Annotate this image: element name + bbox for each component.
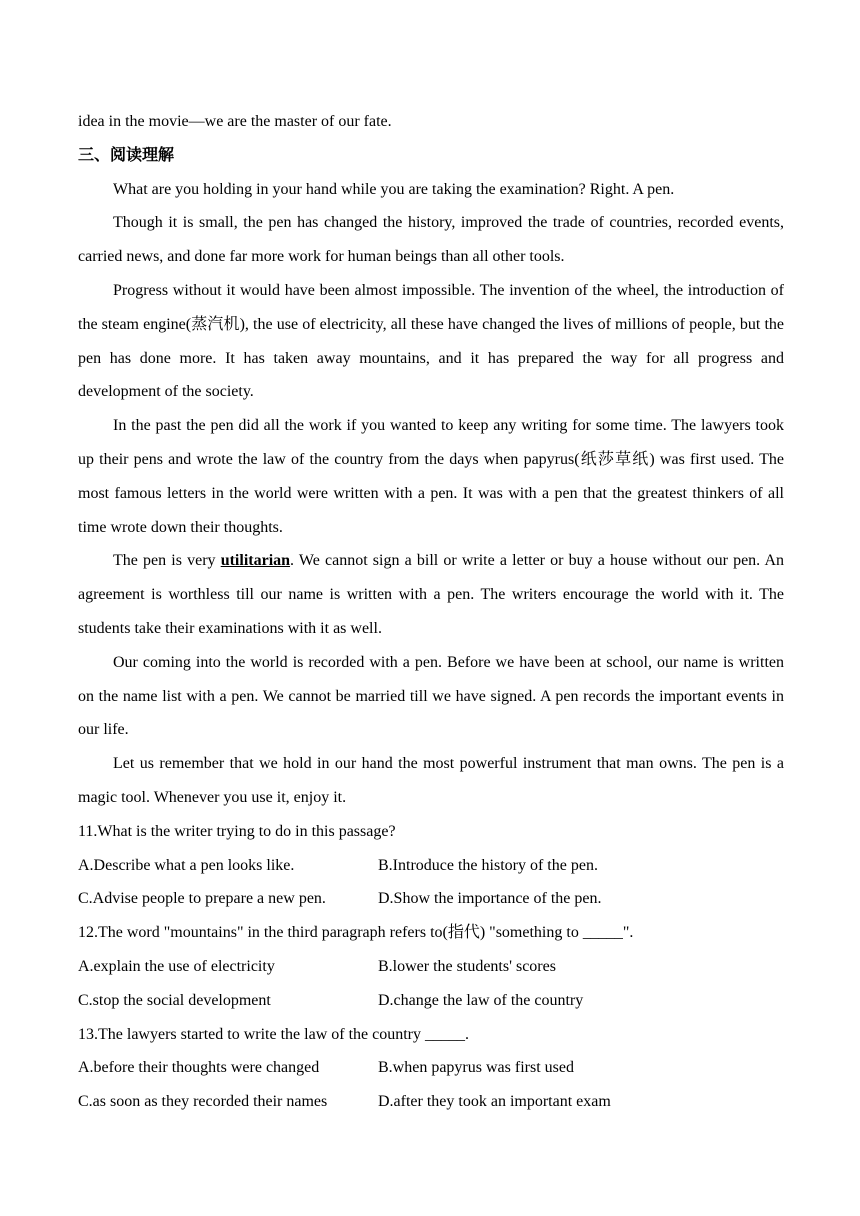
option-b: B.when papyrus was first used xyxy=(378,1059,574,1077)
passage-paragraph-1: What are you holding in your hand while you are taking the examination? Right. A pen. xyxy=(113,180,675,198)
question-13 xyxy=(78,1018,784,1119)
question-stem: 11.What is the writer trying to do in this passage? xyxy=(78,822,396,840)
option-c: C.Advise people to prepare a new pen. xyxy=(78,890,326,908)
question-12 xyxy=(78,916,784,1017)
option-c: C.stop the social development xyxy=(78,991,271,1009)
reading-passage xyxy=(78,173,784,815)
option-b: B.Introduce the history of the pen. xyxy=(378,856,598,874)
question-stem: 12.The word "mountains" in the third paragraph refers to(指代) "something to _____". xyxy=(78,924,634,942)
option-c: C.as soon as they recorded their names xyxy=(78,1093,328,1111)
option-d: D.change the law of the country xyxy=(378,991,584,1009)
document-page xyxy=(78,105,784,1119)
passage-paragraph-7: Let us remember that we hold in our hand the most powerful instrument that man owns. The pen is a magic tool. Whenever you use it, enjoy it. xyxy=(78,755,784,806)
option-d: D.Show the importance of the pen. xyxy=(378,890,602,908)
option-a: A.explain the use of electricity xyxy=(78,957,275,975)
paragraph-5-text-after: . We cannot sign a bill or write a letter or buy a house without our pen. An agreement is worthless till our name is written with a pen. The writers encourage the world with it. The students take their examinations with it as well. xyxy=(78,552,785,637)
option-a: A.before their thoughts were changed xyxy=(78,1059,320,1077)
passage-paragraph-5 xyxy=(78,544,784,645)
passage-paragraph-4: In the past the pen did all the work if you wanted to keep any writing for some time. The lawyers took up their pens and wrote the law of the country from the days when papyrus(纸莎草纸) was first used. The most famous letters in the world were written with a pen. It was with a pen that the greatest thinkers of all time wrote down their thoughts. xyxy=(78,417,784,536)
question-stem: 13.The lawyers started to write the law of the country _____. xyxy=(78,1025,469,1043)
passage-paragraph-2: Though it is small, the pen has changed the history, improved the trade of countries, recorded events, carried news, and done far more work for human beings than all other tools. xyxy=(78,214,784,266)
passage-paragraph-6: Our coming into the world is recorded with a pen. Before we have been at school, our name is written on the name list with a pen. We cannot be married till we have signed. A pen records the important events in our life. xyxy=(78,653,784,739)
option-row xyxy=(78,849,784,883)
option-row xyxy=(78,1085,784,1119)
option-row xyxy=(78,882,784,916)
section-heading: 三、阅读理解 xyxy=(78,146,175,164)
option-a: A.Describe what a pen looks like. xyxy=(78,856,295,874)
passage-paragraph-3: Progress without it would have been almost impossible. The invention of the wheel, the introduction of the steam engine(蒸汽机), the use of electricity, all these have changed the lives of millions of people, but the pen has done more. It has taken away mountains, and it has prepared the way for all progress and development of the society. xyxy=(78,281,784,401)
option-row xyxy=(78,984,784,1018)
option-row xyxy=(78,1051,784,1085)
paragraph-5-text-before: The pen is very xyxy=(113,552,221,570)
lead-line: idea in the movie—we are the master of our fate. xyxy=(78,113,392,130)
underlined-keyword: utilitarian xyxy=(220,552,291,570)
question-11 xyxy=(78,815,784,916)
option-d: D.after they took an important exam xyxy=(378,1093,611,1111)
option-row xyxy=(78,950,784,984)
option-b: B.lower the students' scores xyxy=(378,957,556,975)
